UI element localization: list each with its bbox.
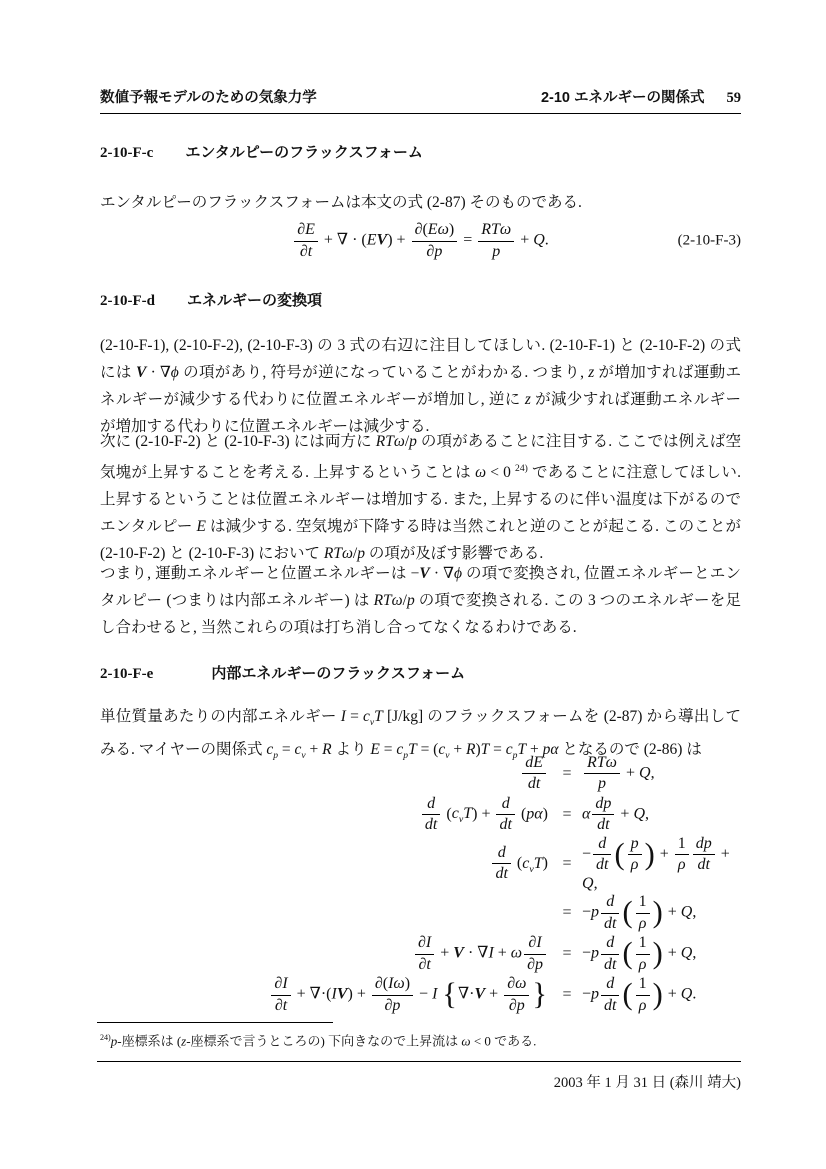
- equation-relation: =: [562, 764, 572, 782]
- equation-rhs: RTω p + Q,: [582, 754, 741, 794]
- footnote-24: $^{24)}$p-座標系は (z-座標系で言うところの) 下向きなので上昇流は ω < 0 である.: [100, 1033, 537, 1049]
- equation-lhs: $\frac{\partial I}{\partial t}$ + V · ∇I + ω $\frac{\partial I}{\partial p}$: [100, 934, 552, 974]
- equation-row: [100, 893, 741, 934]
- header-section-title: 2-10 エネルギーの関係式: [540, 90, 705, 106]
- equation-relation: =: [562, 945, 572, 963]
- section-heading-2-10-F-e: [100, 662, 741, 683]
- equation-relation: =: [562, 805, 572, 823]
- equation-row: [100, 794, 741, 835]
- section-title: エンタルピーのフラックスフォーム: [185, 144, 423, 161]
- page-number: 59: [726, 90, 741, 106]
- equation-row: [100, 835, 741, 893]
- section-heading-2-10-F-c: [100, 141, 741, 162]
- section-number: 2-10-F-e: [100, 666, 154, 682]
- equation-rhs: −p $\frac{d}{dt}$ ( $\frac{1}{\rho}$ ) + Q.: [582, 975, 697, 1014]
- equation-row: [100, 753, 741, 794]
- page-header: [100, 86, 741, 114]
- equation-lhs: $\frac{dE}{dt}$: [100, 754, 552, 794]
- paragraph-conversion-3: つまり, 運動エネルギーと位置エネルギーは −V · ∇ϕ の項で変換され, 位置エネルギーとエンタルピー (つまりは内部エネルギー) は RTω/p の項で変換される. この 3 つのエネルギーを足し合わせると, 当然これらの項は打ち消し合ってなくなるわけである.: [100, 565, 741, 636]
- section-title: 内部エネルギーのフラックスフォーム: [211, 665, 466, 682]
- equation-relation: =: [562, 904, 572, 922]
- equation-relation: =: [562, 986, 572, 1004]
- section-title: エネルギーの変換項: [187, 292, 323, 309]
- paragraph-conversion-1: (2-10-F-1), (2-10-F-2), (2-10-F-3) の 3 式の右辺に注目してほしい. (2-10-F-1) と (2-10-F-2) の式には V · ∇ϕ の項があり, 符号が逆になっていることがわかる. つまり, z が増加すれば運動エネルギーが減少する代わりに位置エネルギーが増加し, 逆に z が減少すれば運動エネルギーが増加する代わりに位置エネルギーは減少する.: [100, 337, 741, 435]
- section-number: 2-10-F-c: [100, 145, 154, 161]
- equation-row: [100, 934, 741, 975]
- equation-rhs: − $\frac{d}{dt}$ ( $\frac{p}{\rho}$ ) + $\frac{1}{\rho}$ $\frac{dp}{dt}$ + Q,: [582, 835, 730, 892]
- section-number: 2-10-F-d: [100, 293, 155, 309]
- section-heading-2-10-F-d: [100, 289, 741, 310]
- header-right-group: [541, 86, 741, 107]
- equation-array-internal-energy: [100, 753, 741, 1016]
- header-book-title: 数値予報モデルのための気象力学: [100, 90, 317, 106]
- equation-row: [100, 975, 741, 1016]
- paragraph-enthalpy-intro: エンタルピーのフラックスフォームは本文の式 (2-87) そのものである.: [100, 194, 582, 211]
- equation-rhs: −p $\frac{d}{dt}$ ( $\frac{1}{\rho}$ ) + Q,: [582, 934, 697, 973]
- footer-dateline: 2003 年 1 月 31 日 (森川 靖大): [553, 1075, 741, 1091]
- equation-rhs: α $\frac{dp}{dt}$ + Q,: [582, 794, 649, 833]
- equation-lhs: $\frac{\partial I}{\partial t}$ + ∇·(IV) + $\frac{\partial(I\omega)}{\partial p}$ − I {∇·V + $\frac{\partial\omega}{\partial p}$ }: [100, 975, 552, 1015]
- equation-lhs: $\frac{d}{dt}$ $(c_vT)$: [100, 844, 552, 884]
- footnote-rule: [97, 1022, 333, 1023]
- equation-body: $\frac{\partial E}{\partial t}$ + ∇ · (EV) + $\frac{\partial(E\omega)}{\partial p}$ = RTω p + Q.: [292, 221, 549, 261]
- paragraph-conversion-2: 次に (2-10-F-2) と (2-10-F-3) には両方に RTω/p の項があることに注目する. ここでは例えば空気塊が上昇することを考える. 上昇するということは ω < 0 $^{24)}$ であることに注意してほしい. 上昇するということは位置エネルギーは増加する. また, 上昇するのに伴い温度は下がるのでエンタルピー E は減少する. 空気塊が下降する時は当然これと逆のことが起こる. このことが (2-10-F-2) と (2-10-F-3) において RTω/p の項が及ぼす影響である.: [100, 433, 741, 563]
- equation-2-10-F-3: [100, 214, 741, 268]
- equation-tag: (2-10-F-3): [677, 232, 741, 249]
- footer-rule: [97, 1061, 741, 1062]
- equation-relation: =: [562, 854, 572, 872]
- equation-rhs: −p $\frac{d}{dt}$ ( $\frac{1}{\rho}$ ) + Q,: [582, 893, 697, 932]
- equation-lhs: $\frac{d}{dt}$ $(c_vT)$ + $\frac{d}{dt}$ (pα): [100, 795, 552, 835]
- paragraph-internal-energy-intro: 単位質量あたりの内部エネルギー $I = c_vT$ [J/kg] のフラックスフォームを (2-87) から導出してみる. マイヤーの関係式 $c_p = c_v + R$ より $E = c_pT = (c_v + R)T = c_pT + p\alpha$ となるので (2-86) は: [100, 708, 741, 762]
